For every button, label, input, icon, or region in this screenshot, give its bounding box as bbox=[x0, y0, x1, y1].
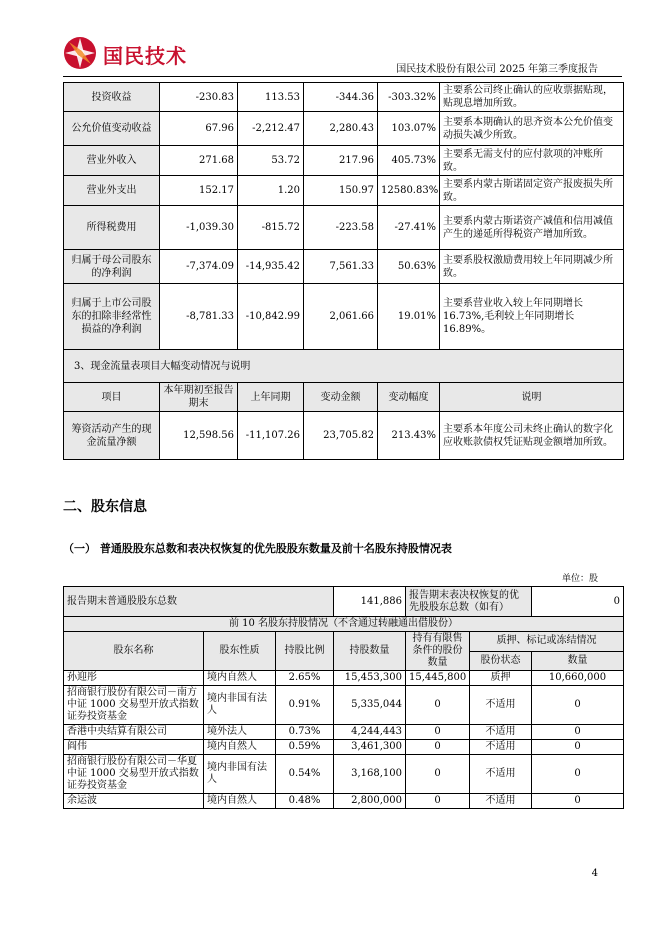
row-current: 67.96 bbox=[160, 112, 238, 146]
holder-status: 质押 bbox=[470, 671, 532, 686]
shareholders-table bbox=[63, 586, 624, 809]
col-header-pledge: 质押、标记或冻结情况 bbox=[470, 632, 624, 652]
row-pct: 103.07% bbox=[378, 112, 440, 146]
holder-nature: 境内非国有法人 bbox=[204, 686, 276, 725]
row-item: 公允价值变动收益 bbox=[64, 112, 160, 146]
row-note: 主要系内蒙古斯诺固定资产报废损失所致。 bbox=[440, 176, 624, 206]
row-note: 主要系内蒙古斯诺资产减值和信用减值产生的递延所得税资产增加所致。 bbox=[440, 206, 624, 250]
preferred-shareholders-label: 报告期末表决权恢复的优先股股东总数（如有） bbox=[406, 587, 532, 617]
row-current: 271.68 bbox=[160, 146, 238, 176]
row-item: 营业外收入 bbox=[64, 146, 160, 176]
row-current: 152.17 bbox=[160, 176, 238, 206]
row-pct: 405.73% bbox=[378, 146, 440, 176]
holder-qty: 0 bbox=[532, 725, 624, 740]
holder-qty: 0 bbox=[532, 686, 624, 725]
page-number: 4 bbox=[591, 868, 598, 879]
row-prior: 113.53 bbox=[238, 83, 304, 112]
section-title: 二、股东信息 bbox=[63, 499, 147, 515]
row-item: 所得税费用 bbox=[64, 206, 160, 250]
col-header-restricted: 持有有限售条件的股份数量 bbox=[406, 632, 470, 671]
holder-qty: 0 bbox=[532, 755, 624, 794]
row-pct: -27.41% bbox=[378, 206, 440, 250]
table-row bbox=[64, 686, 624, 725]
holder-qty: 10,660,000 bbox=[532, 671, 624, 686]
col-header-status: 股份状态 bbox=[470, 651, 532, 671]
holder-ratio: 0.91% bbox=[276, 686, 334, 725]
table-row bbox=[64, 112, 624, 146]
holder-ratio: 0.73% bbox=[276, 725, 334, 740]
holder-shares: 3,461,300 bbox=[334, 740, 406, 755]
table-row bbox=[64, 740, 624, 755]
holder-shares: 3,168,100 bbox=[334, 755, 406, 794]
row-item: 营业外支出 bbox=[64, 176, 160, 206]
holder-status: 不适用 bbox=[470, 740, 532, 755]
row-note: 主要系无需支付的应付款项的冲账所致。 bbox=[440, 146, 624, 176]
company-logo bbox=[63, 36, 213, 72]
holder-status: 不适用 bbox=[470, 794, 532, 809]
total-shareholders-value: 141,886 bbox=[334, 587, 406, 617]
row-note: 主要系公司终止确认的应收票据贴现，贴现息增加所致。 bbox=[440, 83, 624, 112]
row-change: -344.36 bbox=[304, 83, 378, 112]
preferred-shareholders-value: 0 bbox=[532, 587, 624, 617]
row-item: 归属于上市公司股东的扣除非经常性损益的净利润 bbox=[64, 284, 160, 350]
holder-restricted: 0 bbox=[406, 686, 470, 725]
col-header-ratio: 持股比例 bbox=[276, 632, 334, 671]
table-row bbox=[64, 725, 624, 740]
holder-nature: 境内自然人 bbox=[204, 671, 276, 686]
holder-shares: 5,335,044 bbox=[334, 686, 406, 725]
col-header-nature: 股东性质 bbox=[204, 632, 276, 671]
holder-status: 不适用 bbox=[470, 686, 532, 725]
holder-name: 招商银行股份有限公司－华夏中证 1000 交易型开放式指数证券投资基金 bbox=[64, 755, 204, 794]
row-prior: 1.20 bbox=[238, 176, 304, 206]
col-header-change: 变动金额 bbox=[304, 383, 378, 412]
total-shareholders-label: 报告期末普通股股东总数 bbox=[64, 587, 334, 617]
subsection-title: （一） 普通股股东总数和表决权恢复的优先股股东数量及前十名股东持股情况表 bbox=[63, 542, 452, 555]
row-item: 归属于母公司股东的净利润 bbox=[64, 250, 160, 284]
logo-mark-icon bbox=[63, 36, 97, 70]
unit-label: 单位：股 bbox=[561, 574, 598, 584]
row-note: 主要系本期确认的思齐资本公允价值变动损失减少所致。 bbox=[440, 112, 624, 146]
table-row bbox=[64, 146, 624, 176]
cashflow-change: 23,705.82 bbox=[304, 412, 378, 460]
holder-ratio: 0.54% bbox=[276, 755, 334, 794]
table-row bbox=[64, 250, 624, 284]
col-header-shares: 持股数量 bbox=[334, 632, 406, 671]
table-row bbox=[64, 412, 624, 460]
holder-ratio: 0.59% bbox=[276, 740, 334, 755]
row-change: 150.97 bbox=[304, 176, 378, 206]
holder-shares: 2,800,000 bbox=[334, 794, 406, 809]
holder-nature: 境内非国有法人 bbox=[204, 755, 276, 794]
total-shareholders-row bbox=[64, 587, 624, 617]
row-pct: -303.32% bbox=[378, 83, 440, 112]
holder-nature: 境外法人 bbox=[204, 725, 276, 740]
top10-title: 前 10 名股东持股情况（不含通过转融通出借股份） bbox=[64, 617, 624, 632]
row-note: 主要系营业收入较上年同期增长16.73%,毛利较上年同期增长16.89%。 bbox=[440, 284, 624, 350]
col-header-item: 项目 bbox=[64, 383, 160, 412]
holder-name: 香港中央结算有限公司 bbox=[64, 725, 204, 740]
col-header-prior: 上年同期 bbox=[238, 383, 304, 412]
holder-status: 不适用 bbox=[470, 755, 532, 794]
holder-ratio: 2.65% bbox=[276, 671, 334, 686]
row-current: -8,781.33 bbox=[160, 284, 238, 350]
cashflow-item: 筹资活动产生的现金流量净额 bbox=[64, 412, 160, 460]
table-row bbox=[64, 206, 624, 250]
row-pct: 19.01% bbox=[378, 284, 440, 350]
row-current: -230.83 bbox=[160, 83, 238, 112]
holder-name: 阎伟 bbox=[64, 740, 204, 755]
row-prior: -815.72 bbox=[238, 206, 304, 250]
table-row bbox=[64, 83, 624, 112]
holder-shares: 15,453,300 bbox=[334, 671, 406, 686]
holder-nature: 境内自然人 bbox=[204, 740, 276, 755]
row-change: 7,561.33 bbox=[304, 250, 378, 284]
cashflow-section-title: 3、现金流量表项目大幅变动情况与说明 bbox=[64, 350, 624, 383]
holder-name: 孙迎彤 bbox=[64, 671, 204, 686]
cashflow-current: 12,598.56 bbox=[160, 412, 238, 460]
row-current: -1,039.30 bbox=[160, 206, 238, 250]
row-change: -223.58 bbox=[304, 206, 378, 250]
holder-status: 不适用 bbox=[470, 725, 532, 740]
row-change: 2,061.66 bbox=[304, 284, 378, 350]
row-current: -7,374.09 bbox=[160, 250, 238, 284]
income-rows bbox=[64, 83, 624, 350]
col-header-qty: 数量 bbox=[532, 651, 624, 671]
shareholders-header-row bbox=[64, 632, 624, 652]
holder-restricted: 0 bbox=[406, 755, 470, 794]
top10-title-row bbox=[64, 617, 624, 632]
holder-nature: 境内自然人 bbox=[204, 794, 276, 809]
row-change: 2,280.43 bbox=[304, 112, 378, 146]
col-header-name: 股东名称 bbox=[64, 632, 204, 671]
holder-restricted: 0 bbox=[406, 794, 470, 809]
row-prior: -14,935.42 bbox=[238, 250, 304, 284]
header-divider bbox=[63, 76, 622, 77]
holder-name: 招商银行股份有限公司－南方中证 1000 交易型开放式指数证券投资基金 bbox=[64, 686, 204, 725]
row-change: 217.96 bbox=[304, 146, 378, 176]
financial-changes-table bbox=[63, 82, 624, 460]
holder-name: 余运波 bbox=[64, 794, 204, 809]
cashflow-prior: -11,107.26 bbox=[238, 412, 304, 460]
table-row bbox=[64, 176, 624, 206]
row-pct: 12580.83% bbox=[378, 176, 440, 206]
cashflow-note: 主要系本年度公司未终止确认的数字化应收账款债权凭证贴现金额增加所致。 bbox=[440, 412, 624, 460]
holder-shares: 4,244,443 bbox=[334, 725, 406, 740]
shareholder-rows bbox=[64, 671, 624, 809]
row-note: 主要系股权激励费用较上年同期减少所致。 bbox=[440, 250, 624, 284]
col-header-current: 本年期初至报告期末 bbox=[160, 383, 238, 412]
cashflow-section-row bbox=[64, 350, 624, 383]
row-pct: 50.63% bbox=[378, 250, 440, 284]
holder-qty: 0 bbox=[532, 794, 624, 809]
table-row bbox=[64, 671, 624, 686]
row-prior: 53.72 bbox=[238, 146, 304, 176]
col-header-note: 说明 bbox=[440, 383, 624, 412]
row-prior: -10,842.99 bbox=[238, 284, 304, 350]
table-row bbox=[64, 284, 624, 350]
row-item: 投资收益 bbox=[64, 83, 160, 112]
report-title: 国民技术股份有限公司 2025 年第三季度报告 bbox=[396, 64, 598, 75]
cashflow-pct: 213.43% bbox=[378, 412, 440, 460]
holder-restricted: 0 bbox=[406, 725, 470, 740]
holder-qty: 0 bbox=[532, 740, 624, 755]
holder-ratio: 0.48% bbox=[276, 794, 334, 809]
logo-text: 国民技术 bbox=[103, 44, 187, 68]
col-header-pct: 变动幅度 bbox=[378, 383, 440, 412]
table-row bbox=[64, 794, 624, 809]
holder-restricted: 15,445,800 bbox=[406, 671, 470, 686]
row-prior: -2,212.47 bbox=[238, 112, 304, 146]
cashflow-header-row bbox=[64, 383, 624, 412]
table-row bbox=[64, 755, 624, 794]
holder-restricted: 0 bbox=[406, 740, 470, 755]
